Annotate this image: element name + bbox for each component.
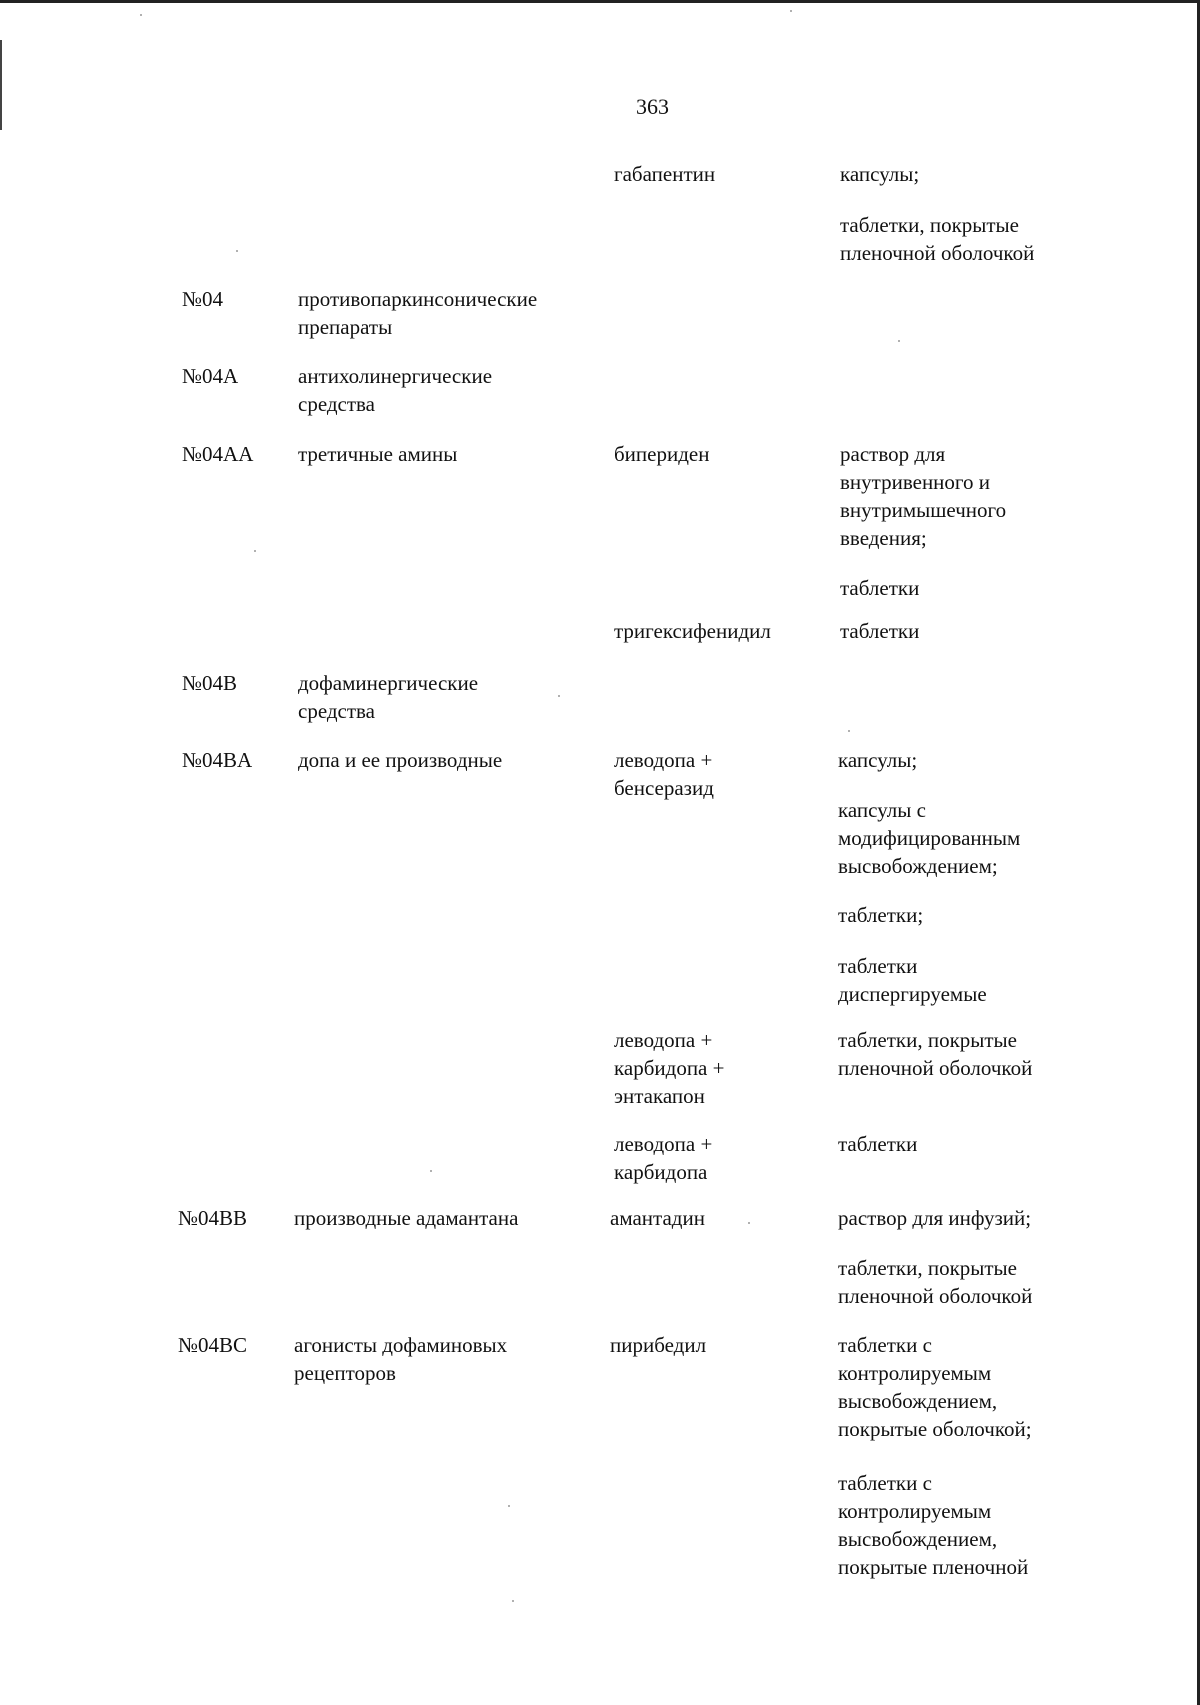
- drug-name: бипериден: [614, 442, 710, 466]
- scan-speck: [140, 14, 142, 16]
- scan-speck: [898, 340, 900, 342]
- page-number: 363: [636, 94, 669, 119]
- dosage-form: таблетки: [838, 1132, 918, 1156]
- atc-code: №04BA: [182, 748, 253, 772]
- drug-name: габапентин: [614, 162, 716, 186]
- dosage-form: капсулы;: [840, 162, 920, 186]
- drug-name: леводопа + карбидопа: [614, 1132, 713, 1184]
- anatomical-therapeutic-group: производные адамантана: [294, 1206, 519, 1230]
- dosage-form: таблетки, покрытые пленочной оболочкой: [838, 1256, 1033, 1308]
- anatomical-therapeutic-group: агонисты дофаминовых рецепторов: [294, 1333, 508, 1385]
- scan-speck: [748, 1222, 750, 1224]
- drug-name: пирибедил: [610, 1333, 707, 1357]
- dosage-form: таблетки: [840, 576, 920, 600]
- scan-speck: [254, 550, 256, 552]
- anatomical-therapeutic-group: третичные амины: [298, 442, 458, 466]
- dosage-form: капсулы с модифицированным высвобождением;: [838, 798, 1021, 878]
- scan-speck: [236, 250, 238, 252]
- anatomical-therapeutic-group: допа и ее производные: [298, 748, 503, 772]
- dosage-form: раствор для внутривенного и внутримышечного введения;: [840, 442, 1007, 550]
- atc-code: №04A: [182, 364, 239, 388]
- scan-edge-top: [0, 0, 1200, 3]
- dosage-form: капсулы;: [838, 748, 918, 772]
- anatomical-therapeutic-group: дофаминергические средства: [298, 671, 479, 723]
- atc-code: №04B: [182, 671, 238, 695]
- scan-speck: [512, 1600, 514, 1602]
- drug-name: амантадин: [610, 1206, 705, 1230]
- dosage-form: таблетки диспергируемые: [838, 954, 987, 1006]
- dosage-form: таблетки;: [838, 903, 924, 927]
- dosage-form: таблетки, покрытые пленочной оболочкой: [840, 213, 1035, 265]
- drug-name: леводопа + карбидопа + энтакапон: [614, 1028, 725, 1108]
- atc-code: №04: [182, 287, 224, 311]
- scan-speck: [558, 695, 560, 697]
- anatomical-therapeutic-group: противопаркинсонические препараты: [298, 287, 538, 339]
- drug-name: тригексифенидил: [614, 619, 771, 643]
- anatomical-therapeutic-group: антихолинергические средства: [298, 364, 493, 416]
- drug-name: леводопа + бенсеразид: [614, 748, 714, 800]
- dosage-form: таблетки с контролируемым высвобождением, покрытые оболочкой;: [838, 1333, 1032, 1441]
- dosage-form: таблетки, покрытые пленочной оболочкой: [838, 1028, 1033, 1080]
- atc-code: №04BC: [178, 1333, 248, 1357]
- dosage-form: таблетки с контролируемым высвобождением, покрытые пленочной: [838, 1471, 1029, 1579]
- atc-code: №04AA: [182, 442, 254, 466]
- dosage-form: раствор для инфузий;: [838, 1206, 1032, 1230]
- dosage-form: таблетки: [840, 619, 920, 643]
- atc-code: №04BB: [178, 1206, 248, 1230]
- scan-speck: [848, 730, 850, 732]
- scan-speck: [508, 1505, 510, 1507]
- scan-speck: [430, 1170, 432, 1172]
- scan-speck: [790, 10, 792, 12]
